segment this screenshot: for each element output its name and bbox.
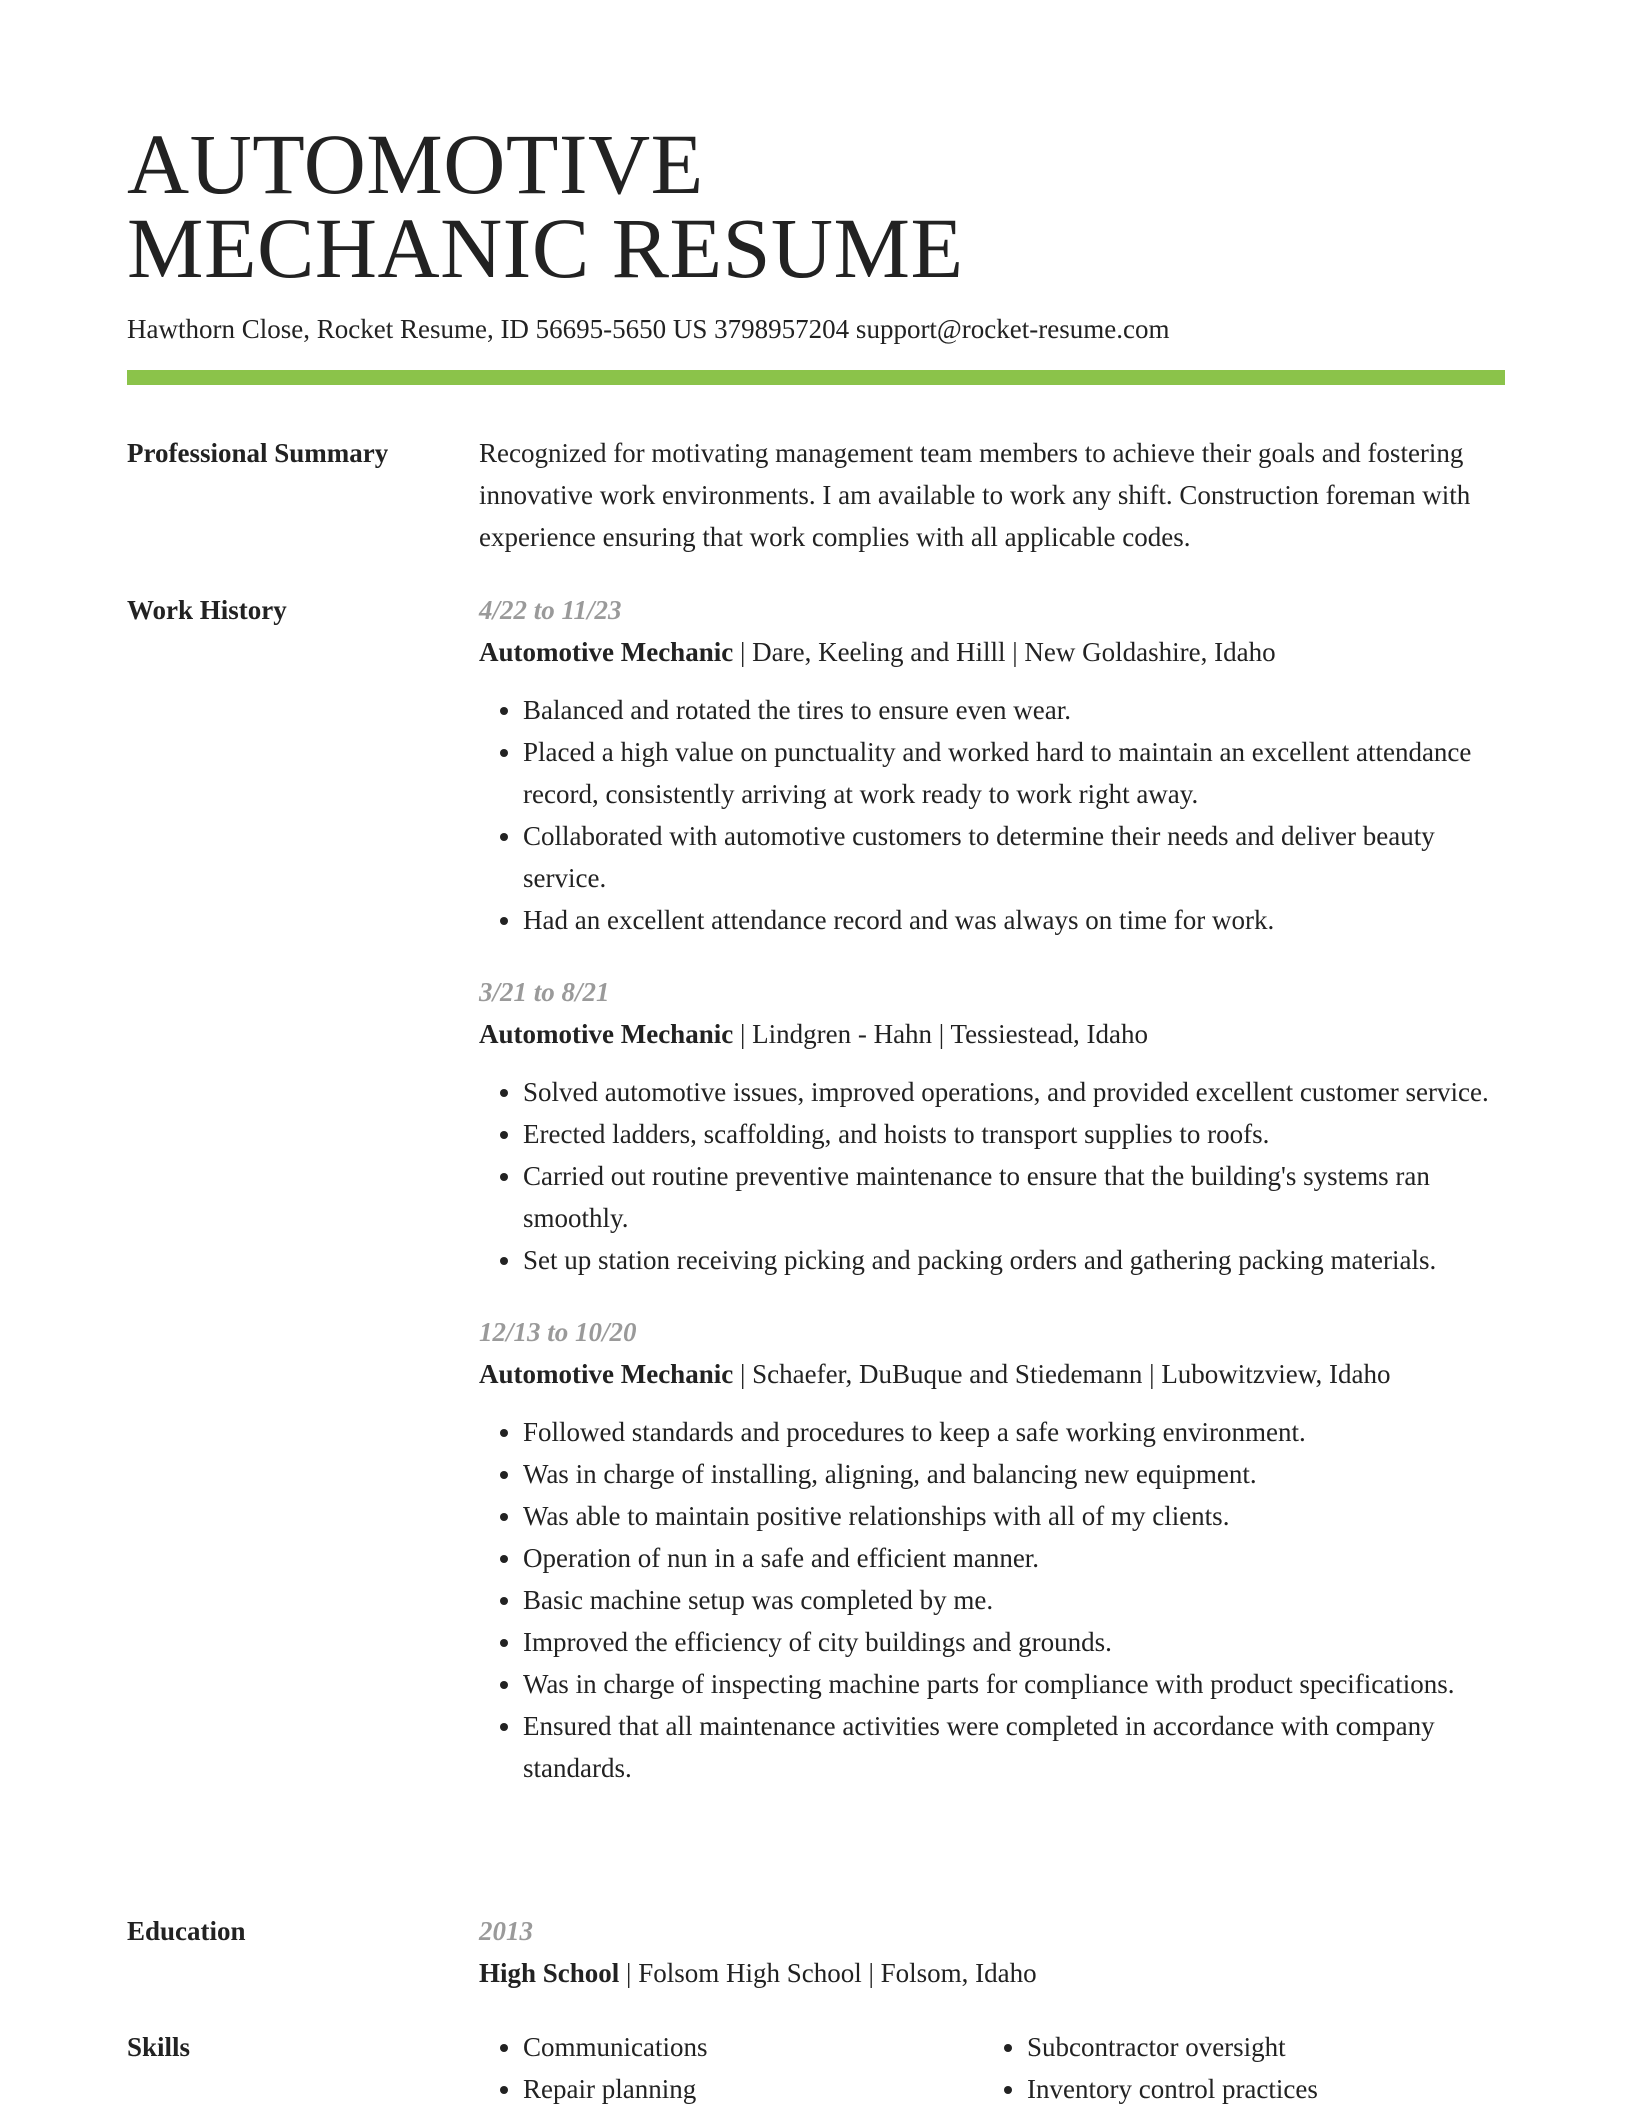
skill-item: • Repair planning	[523, 2068, 983, 2110]
job-heading	[479, 1013, 1505, 1055]
job-bullets	[479, 1411, 1505, 1789]
list-item: • Set up station receiving picking and packing orders and gathering packing materials.	[523, 1239, 1505, 1281]
job-title: Automotive Mechanic	[479, 1359, 734, 1389]
section-label-summary: Professional Summary	[127, 438, 389, 468]
skills-column-2	[983, 2026, 1487, 2110]
list-item: • Followed standards and procedures to keep a safe working environment.	[523, 1411, 1505, 1453]
title-line-2: MECHANIC RESUME	[127, 200, 964, 296]
accent-divider	[127, 370, 1505, 385]
education-heading	[479, 1952, 1505, 1994]
list-item: • Was in charge of installing, aligning, and balancing new equipment.	[523, 1453, 1505, 1495]
job-title: Automotive Mechanic	[479, 637, 734, 667]
skills-columns	[479, 2026, 1505, 2110]
job-entry	[479, 971, 1505, 1281]
list-item: • Operation of nun in a safe and efficient manner.	[523, 1537, 1505, 1579]
resume-title	[127, 116, 1505, 296]
skills-column-1	[479, 2026, 983, 2110]
job-heading	[479, 1353, 1505, 1395]
list-item: • Balanced and rotated the tires to ensure even wear.	[523, 689, 1505, 731]
job-entry	[479, 589, 1505, 941]
contact-info: Hawthorn Close, Rocket Resume, ID 56695-5650 US 3798957204 support@rocket-resume.com	[127, 314, 1170, 344]
job-details: | Dare, Keeling and Hilll | New Goldashire, Idaho	[733, 637, 1276, 667]
skill-item: • Inventory control practices	[1027, 2068, 1487, 2110]
list-item: • Was in charge of inspecting machine parts for compliance with product specifications.	[523, 1663, 1505, 1705]
job-dates: 4/22 to 11/23	[479, 595, 622, 625]
job-dates: 12/13 to 10/20	[479, 1317, 637, 1347]
job-details: | Schaefer, DuBuque and Stiedemann | Lubowitzview, Idaho	[733, 1359, 1391, 1389]
list-item: • Had an excellent attendance record and was always on time for work.	[523, 899, 1505, 941]
list-item: • Solved automotive issues, improved operations, and provided excellent customer service.	[523, 1071, 1505, 1113]
job-dates: 3/21 to 8/21	[479, 977, 610, 1007]
education-details: | Folsom High School | Folsom, Idaho	[619, 1958, 1037, 1988]
skill-item: • Communications	[523, 2026, 983, 2068]
job-details: | Lindgren - Hahn | Tessiestead, Idaho	[733, 1019, 1149, 1049]
resume-header	[127, 116, 1505, 346]
skill-item: • Subcontractor oversight	[1027, 2026, 1487, 2068]
section-label-education: Education	[127, 1916, 246, 1946]
job-title: Automotive Mechanic	[479, 1019, 734, 1049]
section-label-skills: Skills	[127, 2032, 191, 2062]
summary-text: Recognized for motivating management team members to achieve their goals and fostering innovative work environments. I am available to work any shift. Construction foreman with experience ensuring that work complies with all applicable codes.	[479, 438, 1471, 552]
job-bullets	[479, 1071, 1505, 1281]
education-year: 2013	[479, 1916, 533, 1946]
job-entry	[479, 1311, 1505, 1789]
list-item: • Collaborated with automotive customers to determine their needs and deliver beauty service.	[523, 815, 1505, 899]
education-degree: High School	[479, 1958, 620, 1988]
job-heading	[479, 631, 1505, 673]
list-item: • Placed a high value on punctuality and worked hard to maintain an excellent attendance record, consistently arriving at work ready to work right away.	[523, 731, 1505, 815]
title-line-1: AUTOMOTIVE	[127, 116, 704, 212]
list-item: • Erected ladders, scaffolding, and hoists to transport supplies to roofs.	[523, 1113, 1505, 1155]
list-item: • Carried out routine preventive maintenance to ensure that the building's systems ran smoothly.	[523, 1155, 1505, 1239]
list-item: • Basic machine setup was completed by me.	[523, 1579, 1505, 1621]
list-item: • Improved the efficiency of city buildings and grounds.	[523, 1621, 1505, 1663]
job-bullets	[479, 689, 1505, 941]
list-item: • Was able to maintain positive relationships with all of my clients.	[523, 1495, 1505, 1537]
list-item: • Ensured that all maintenance activities were completed in accordance with company standards.	[523, 1705, 1505, 1789]
section-label-work-history: Work History	[127, 595, 287, 625]
